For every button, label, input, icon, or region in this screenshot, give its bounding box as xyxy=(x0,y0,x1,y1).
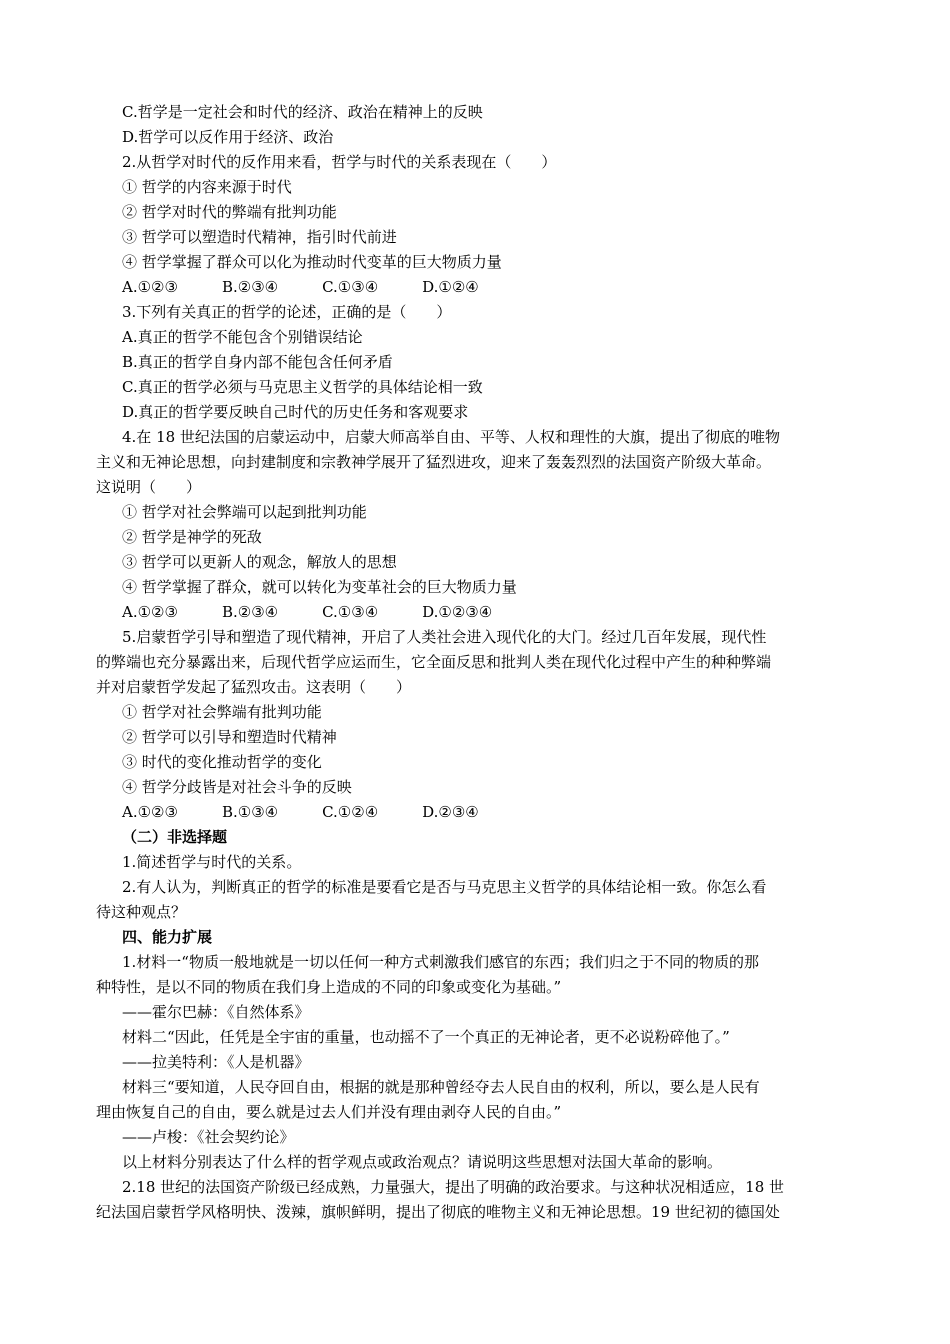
extension-q2-line-2: 纪法国启蒙哲学风格明快、泼辣，旗帜鲜明，提出了彻底的唯物主义和无神论思想。19 世纪初的德国处 xyxy=(96,1203,780,1221)
q4-option-c: C.①③④ xyxy=(322,603,379,621)
q4-item-4: ④ 哲学掌握了群众，就可以转化为变革社会的巨大物质力量 xyxy=(122,578,517,596)
q5-item-2: ② 哲学可以引导和塑造时代精神 xyxy=(122,728,337,746)
q2-item-2: ② 哲学对时代的弊端有批判功能 xyxy=(122,203,337,221)
q2-option-a: A.①②③ xyxy=(122,278,178,296)
q5-stem-line-1: 5.启蒙哲学引导和塑造了现代精神，开启了人类社会进入现代化的大门。经过几百年发展，现代性 xyxy=(122,628,767,646)
q5-stem-line-3: 并对启蒙哲学发起了猛烈攻击。这表明（ ） xyxy=(96,678,412,696)
q5-option-b: B.①③④ xyxy=(221,803,279,821)
material-1-line-2: 种特性，是以不同的物质在我们身上造成的不同的印象或变化为基础。” xyxy=(96,978,562,996)
material-1-line-1: 1.材料一“物质一般地就是一切以任何一种方式刺激我们感官的东西；我们归之于不同的物质的那 xyxy=(122,953,759,971)
section-heading-non-choice: （二）非选择题 xyxy=(122,828,228,846)
q3-choice-c: C.真正的哲学必须与马克思主义哲学的具体结论相一致 xyxy=(122,378,483,396)
q2-option-d: D.①②④ xyxy=(422,278,479,296)
q3-choice-b: B.真正的哲学自身内部不能包含任何矛盾 xyxy=(122,353,393,371)
q4-option-a: A.①②③ xyxy=(122,603,178,621)
q4-stem-line-1: 4.在 18 世纪法国的启蒙运动中，启蒙大师高举自由、平等、人权和理性的大旗，提出了彻底的唯物 xyxy=(122,428,780,446)
q2-stem: 2.从哲学对时代的反作用来看，哲学与时代的关系表现在（ ） xyxy=(122,153,557,171)
material-2: 材料二“因此，任凭是全宇宙的重量，也动摇不了一个真正的无神论者，更不必说粉碎他了。” xyxy=(122,1028,730,1046)
q4-item-2: ② 哲学是神学的死敌 xyxy=(122,528,262,546)
q5-option-c: C.①②④ xyxy=(322,803,379,821)
q5-option-a: A.①②③ xyxy=(122,803,178,821)
material-1-source: ——霍尔巴赫：《自然体系》 xyxy=(122,1003,310,1021)
section-heading-extension: 四、能力扩展 xyxy=(122,928,213,946)
material-3-line-2: 理由恢复自己的自由，要么就是过去人们并没有理由剥夺人民的自由。” xyxy=(96,1103,562,1121)
q3-choice-a: A.真正的哲学不能包含个别错误结论 xyxy=(122,328,363,346)
q4-stem-line-2: 主义和无神论思想，向封建制度和宗教神学展开了猛烈进攻，迎来了轰轰烈烈的法国资产阶级大革命。 xyxy=(96,453,772,471)
q4-stem-line-3: 这说明（ ） xyxy=(96,478,202,496)
material-3-line-1: 材料三“要知道，人民夺回自由，根据的就是那种曾经夺去人民自由的权利，所以，要么是人民有 xyxy=(122,1078,760,1096)
q4-option-d: D.①②③④ xyxy=(422,603,493,621)
q1-choice-c: C.哲学是一定社会和时代的经济、政治在精神上的反映 xyxy=(122,103,483,121)
q2-item-3: ③ 哲学可以塑造时代精神，指引时代前进 xyxy=(122,228,397,246)
extension-q2-line-1: 2.18 世纪的法国资产阶级已经成熟，力量强大，提出了明确的政治要求。与这种状况相适应，18 世 xyxy=(122,1178,785,1196)
q2-options xyxy=(122,277,479,297)
q4-item-1: ① 哲学对社会弊端可以起到批判功能 xyxy=(122,503,367,521)
q4-item-3: ③ 哲学可以更新人的观念，解放人的思想 xyxy=(122,553,397,571)
q5-stem-line-2: 的弊端也充分暴露出来，后现代哲学应运而生，它全面反思和批判人类在现代化过程中产生的种种弊端 xyxy=(96,653,772,671)
q2-item-1: ① 哲学的内容来源于时代 xyxy=(122,178,292,196)
q2-option-c: C.①③④ xyxy=(322,278,379,296)
material-3-source: ——卢梭：《社会契约论》 xyxy=(122,1128,295,1146)
q3-choice-d: D.真正的哲学要反映自己时代的历史任务和客观要求 xyxy=(122,403,469,421)
q5-item-3: ③ 时代的变化推动哲学的变化 xyxy=(122,753,322,771)
materials-question: 以上材料分别表达了什么样的哲学观点或政治观点？请说明这些思想对法国大革命的影响。 xyxy=(122,1153,723,1171)
material-2-source: ——拉美特利：《人是机器》 xyxy=(122,1053,310,1071)
q4-option-b: B.②③④ xyxy=(221,603,279,621)
q5-item-4: ④ 哲学分歧皆是对社会斗争的反映 xyxy=(122,778,352,796)
q5-options xyxy=(122,802,479,822)
q5-option-d: D.②③④ xyxy=(422,803,479,821)
essay-q1: 1.简述哲学与时代的关系。 xyxy=(122,853,302,871)
essay-q2-line-1: 2.有人认为，判断真正的哲学的标准是要看它是否与马克思主义哲学的具体结论相一致。你怎么看 xyxy=(122,878,767,896)
q2-option-b: B.②③④ xyxy=(221,278,279,296)
q4-options xyxy=(122,602,492,622)
q1-choice-d: D.哲学可以反作用于经济、政治 xyxy=(122,128,334,146)
q3-stem: 3.下列有关真正的哲学的论述，正确的是（ ） xyxy=(122,303,452,321)
q5-item-1: ① 哲学对社会弊端有批判功能 xyxy=(122,703,322,721)
q2-item-4: ④ 哲学掌握了群众可以化为推动时代变革的巨大物质力量 xyxy=(122,253,502,271)
essay-q2-line-2: 待这种观点？ xyxy=(96,903,187,921)
